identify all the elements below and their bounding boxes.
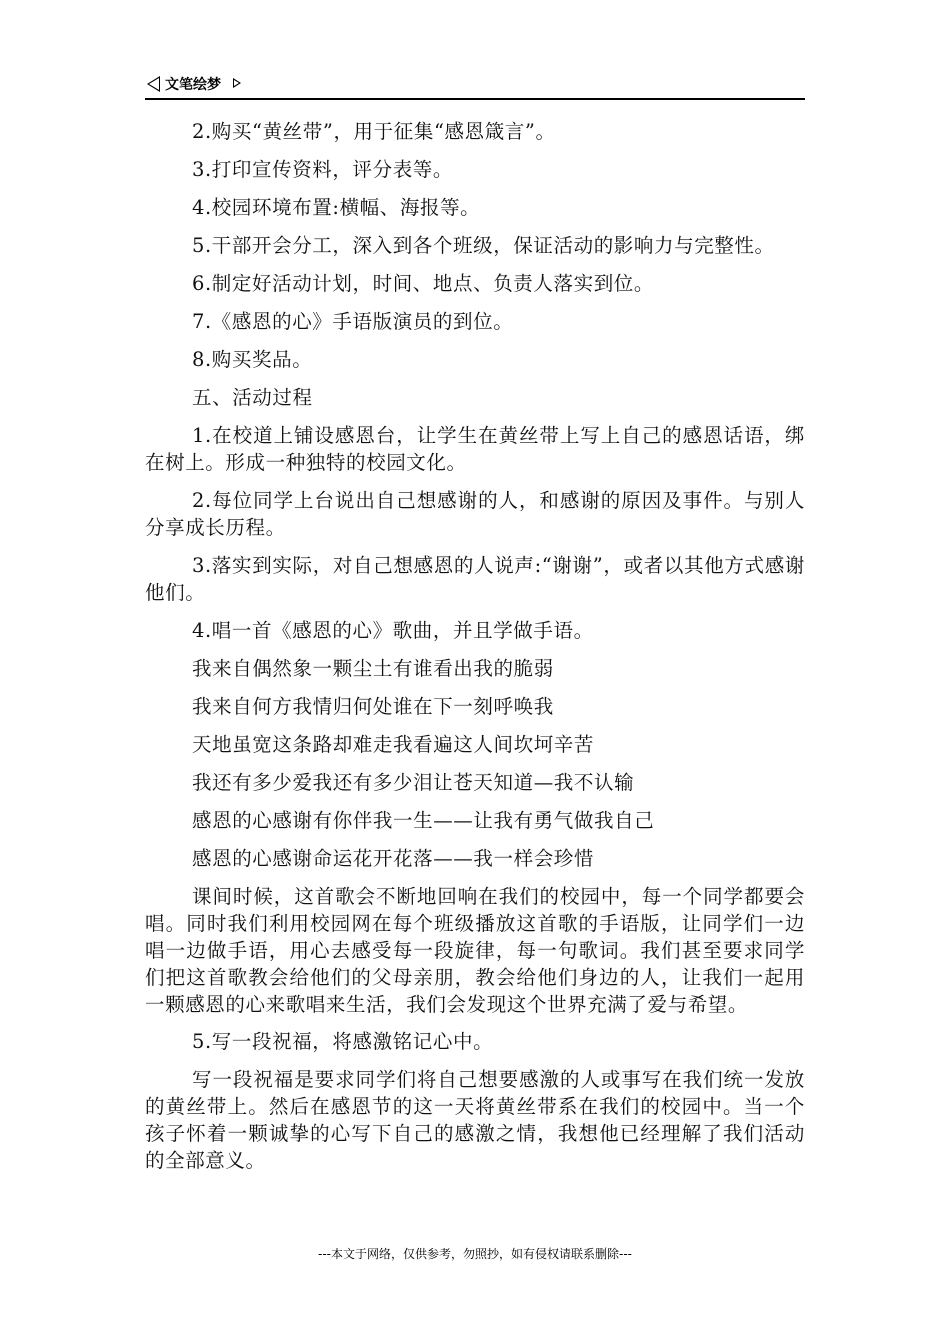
lyric-line: 我来自偶然象一颗尘土有谁看出我的脆弱 <box>192 657 554 680</box>
document-body <box>145 118 805 1185</box>
lyric-line: 天地虽宽这条路却难走我看遍这人间坎坷辛苦 <box>192 733 595 756</box>
paragraph: 8.购买奖品。 <box>192 348 313 371</box>
paragraph: 3.落实到实际，对自己想感恩的人说声:“谢谢”，或者以其他方式感谢他们。 <box>145 554 805 604</box>
lyric-line: 感恩的心感谢命运花开花落——我一样会珍惜 <box>192 847 595 870</box>
paragraph: 7.《感恩的心》手语版演员的到位。 <box>192 310 514 333</box>
paragraph: 5.写一段祝福，将感激铭记心中。 <box>192 1030 494 1053</box>
lyric-line: 感恩的心感谢有你伴我一生——让我有勇气做我自己 <box>192 809 655 832</box>
page-header <box>145 72 805 100</box>
lyric-line: 我还有多少爱我还有多少泪让苍天知道—我不认输 <box>192 771 635 794</box>
paragraph: 3.打印宣传资料，评分表等。 <box>192 158 454 181</box>
paragraph: 4.唱一首《感恩的心》歌曲，并且学做手语。 <box>192 619 594 642</box>
paragraph: 2.每位同学上台说出自己想感谢的人，和感谢的原因及事件。与别人分享成长历程。 <box>145 489 805 539</box>
lyric-line: 我来自何方我情归何处谁在下一刻呼唤我 <box>192 695 554 718</box>
triangle-left-icon <box>147 76 160 92</box>
header-title: 文笔绘梦 <box>165 77 221 93</box>
paragraph: 1.在校道上铺设感恩台，让学生在黄丝带上写上自己的感恩话语，绑在树上。形成一种独特的校园文化。 <box>145 424 805 474</box>
paragraph: 6.制定好活动计划，时间、地点、负责人落实到位。 <box>192 272 655 295</box>
triangle-right-icon <box>233 78 241 88</box>
paragraph: 写一段祝福是要求同学们将自己想要感激的人或事写在我们统一发放的黄丝带上。然后在感恩节的这一天将黄丝带系在我们的校园中。当一个孩子怀着一颗诚挚的心写下自己的感激之情，我想他已经理解了我们活动的全部意义。 <box>145 1068 805 1172</box>
paragraph: 2.购买“黄丝带”，用于征集“感恩箴言”。 <box>192 120 556 143</box>
paragraph: 5.干部开会分工，深入到各个班级，保证活动的影响力与完整性。 <box>192 234 775 257</box>
footer-disclaimer: ---本文于网络，仅供参考，勿照抄，如有侵权请联系删除--- <box>318 1247 632 1261</box>
paragraph: 4.校园环境布置:横幅、海报等。 <box>192 196 481 219</box>
paragraph: 课间时候，这首歌会不断地回响在我们的校园中，每一个同学都要会唱。同时我们利用校园网在每个班级播放这首歌的手语版，让同学们一边唱一边做手语，用心去感受每一段旋律，每一句歌词。我们甚至要求同学们把这首歌教会给他们的父母亲朋，教会给他们身边的人，让我们一起用一颗感恩的心来歌唱来生活，我们会发现这个世界充满了爱与希望。 <box>145 885 805 1016</box>
section-heading: 五、活动过程 <box>192 386 313 409</box>
